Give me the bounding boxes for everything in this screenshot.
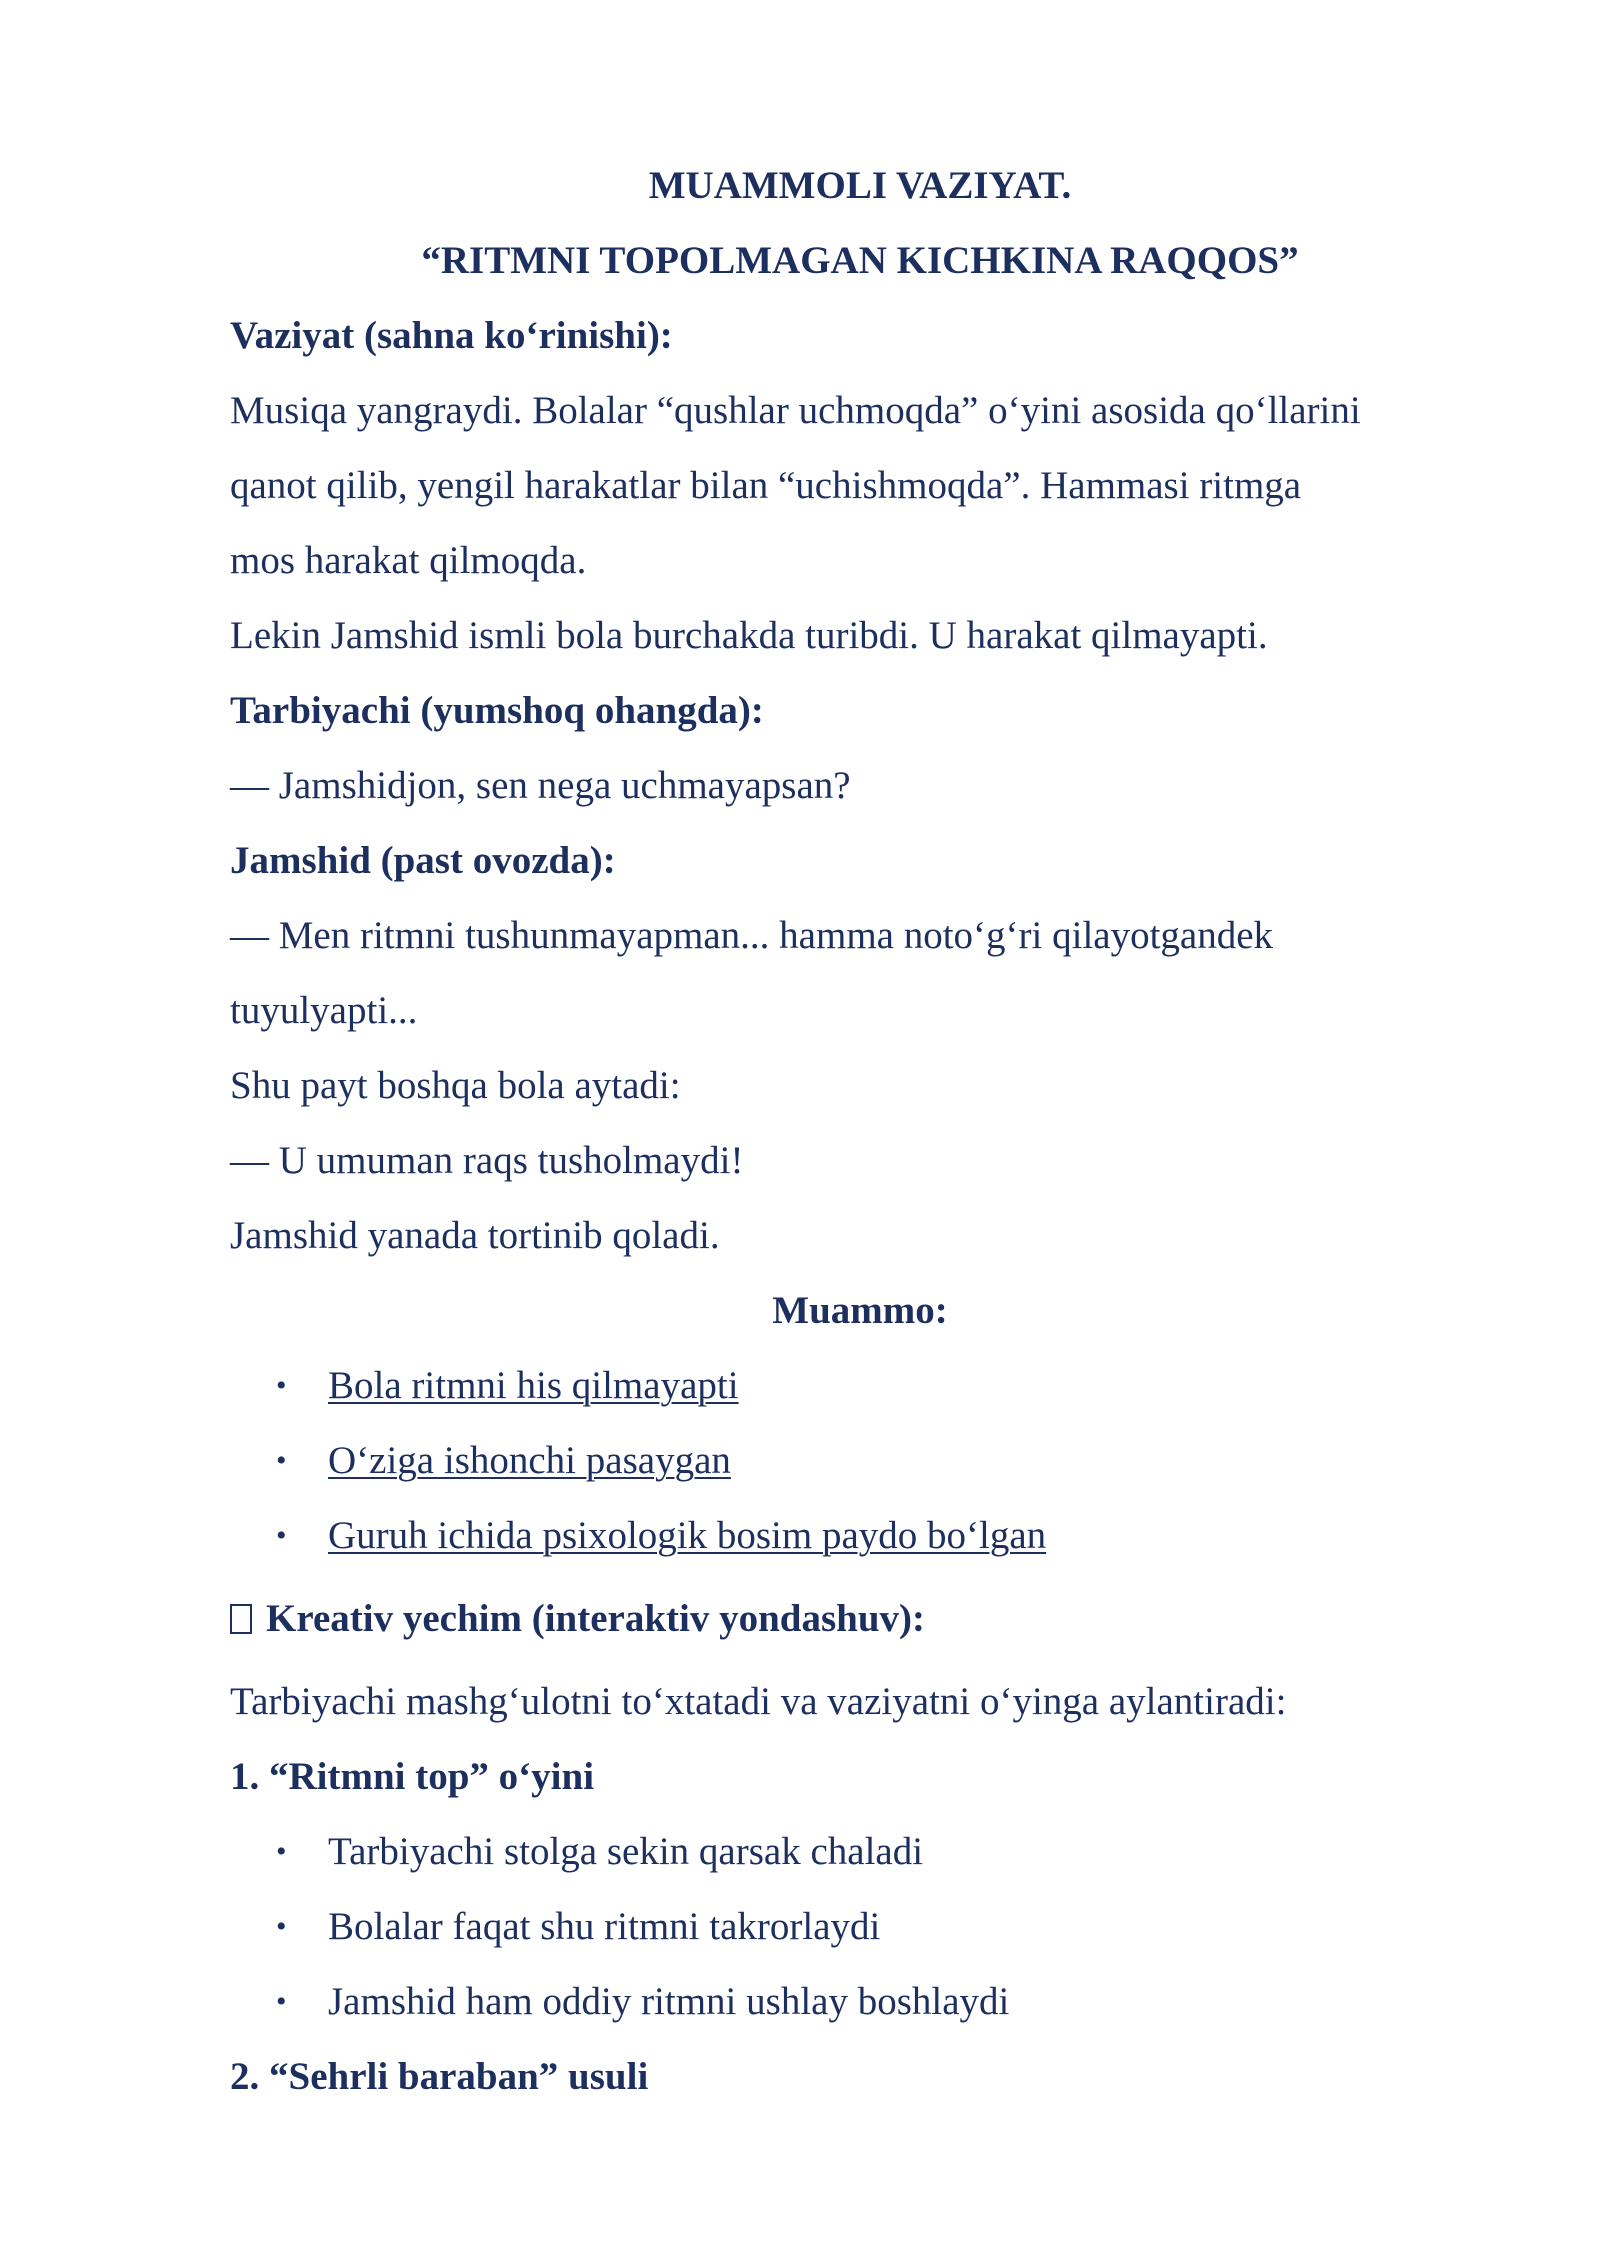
other-child-intro: Shu payt boshqa bola aytadi: xyxy=(230,1064,681,1107)
step-2-heading: 2. “Sehrli baraban” usuli xyxy=(230,2055,649,2098)
jamshid-heading: Jamshid (past ovozda): xyxy=(230,839,616,882)
step-1-item-1: Tarbiyachi stolga sekin qarsak chaladi xyxy=(328,1830,924,1873)
jamshid-line-2: tuyulyapti... xyxy=(230,989,418,1032)
list-item xyxy=(230,1814,1490,1889)
situation-paragraph-line-3: mos harakat qilmoqda. xyxy=(230,539,587,582)
missing-glyph-icon xyxy=(230,1604,252,1634)
list-item xyxy=(230,1498,1490,1573)
problem-item-2: O‘ziga ishonchi pasaygan xyxy=(328,1439,731,1482)
step-1-item-3: Jamshid ham oddiy ritmni ushlay boshlaydi xyxy=(328,1980,1010,2023)
list-item xyxy=(230,1964,1490,2039)
list-item xyxy=(230,1889,1490,1964)
problem-heading: Muammo: xyxy=(772,1289,948,1332)
solution-intro: Tarbiyachi mashg‘ulotni to‘xtatadi va vaziyatni o‘yinga aylantiradi: xyxy=(230,1680,1287,1723)
step-1-list xyxy=(230,1814,1490,2039)
teacher-heading: Tarbiyachi (yumshoq ohangda): xyxy=(230,689,764,732)
title-block xyxy=(230,148,1490,298)
situation-heading: Vaziyat (sahna ko‘rinishi): xyxy=(230,314,673,357)
problem-item-3: Guruh ichida psixologik bosim paydo bo‘lgan xyxy=(328,1514,1047,1557)
jamshid-line-1: — Men ritmni tushunmayapman... hamma noto‘g‘ri qilayotgandek xyxy=(230,914,1274,957)
situation-paragraph-2: Lekin Jamshid ismli bola burchakda turibdi. U harakat qilmayapti. xyxy=(230,614,1268,657)
title-line-2: “RITMNI TOPOLMAGAN KICHKINA RAQQOS” xyxy=(421,239,1299,282)
problem-item-1: Bola ritmni his qilmayapti xyxy=(328,1364,739,1407)
title-line-1: MUAMMOLI VAZIYAT. xyxy=(648,164,1072,207)
step-1-item-2: Bolalar faqat shu ritmni takrorlaydi xyxy=(328,1905,881,1948)
list-item xyxy=(230,1423,1490,1498)
other-child-line: — U umuman raqs tusholmaydi! xyxy=(230,1139,744,1182)
step-1-heading: 1. “Ritmni top” o‘yini xyxy=(230,1755,595,1798)
document-page xyxy=(230,148,1490,2114)
list-item xyxy=(230,1348,1490,1423)
solution-heading: Kreativ yechim (interaktiv yondashuv): xyxy=(266,1597,926,1640)
dialogue-result: Jamshid yanada tortinib qoladi. xyxy=(230,1214,720,1257)
problem-list xyxy=(230,1348,1490,1573)
solution-heading-row xyxy=(230,1581,1490,1656)
situation-paragraph-line-2: qanot qilib, yengil harakatlar bilan “uchishmoqda”. Hammasi ritmga xyxy=(230,464,1302,507)
teacher-line: — Jamshidjon, sen nega uchmayapsan? xyxy=(230,764,851,807)
situation-paragraph-line-1: Musiqa yangraydi. Bolalar “qushlar uchmoqda” o‘yini asosida qo‘llarini xyxy=(230,389,1361,432)
